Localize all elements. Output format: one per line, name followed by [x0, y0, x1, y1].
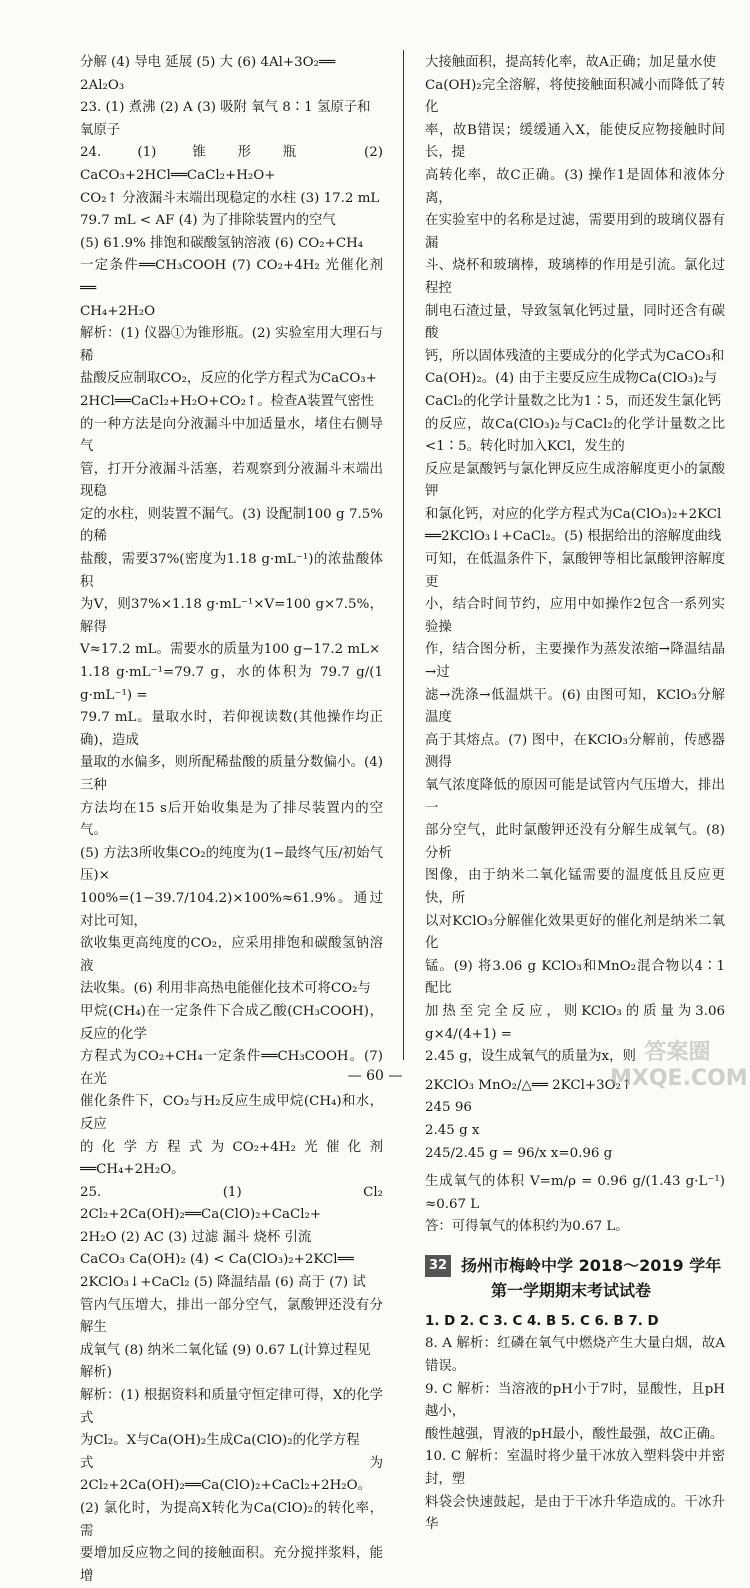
text-line: 作，结合图分析，主要操作为蒸发浓缩→降温结晶→过	[425, 642, 725, 681]
text-line: 反应是氯酸钙与氯化钾反应生成溶解度更小的氯酸钾	[425, 461, 725, 500]
text-line: (5) 61.9% 排饱和碳酸氢钠溶液 (6) CO₂+CH₄	[80, 235, 364, 251]
text-line: V≈17.2 mL。需要水的质量为100 g−17.2 mL×	[80, 642, 381, 658]
text-line: 24. (1) 锥形瓶 (2) CaCO₃+2HCl══CaCl₂+H₂O+	[80, 145, 383, 183]
text-line: 2.45 g，设生成氧气的质量为x，则	[425, 1049, 636, 1065]
text-line: 量取的水偏多，则所配稀盐酸的质量分数偏小。(4) 三种	[80, 755, 383, 793]
text-line: ══2KClO₃↓+CaCl₂。(5) 根据给出的溶解度曲线	[425, 529, 722, 545]
text-line: 79.7 mL。量取水时，若仰视读数(其他操作均正确)，造成	[80, 710, 383, 748]
text-line: 高转化率，故C正确。(3) 操作1是固体和液体分离，	[425, 167, 725, 206]
text-line: 成氧气 (8) 纳米二氧化锰 (9) 0.67 L(计算过程见	[80, 1342, 371, 1358]
text-line: 2HCl══CaCl₂+H₂O+CO₂↑。检查A装置气密性	[80, 393, 375, 409]
text-line: 可知，在低温条件下，氯酸钾等相比氯酸钾溶解度更	[425, 552, 725, 590]
answer-line: 9. C 解析：当溶液的pH小于7时，显酸性，且pH越小，	[425, 1381, 725, 1420]
oxygen-volume: 生成氧气的体积 V=m/ρ = 0.96 g/(1.43 g·L⁻¹) ≈0.67 L	[425, 1174, 725, 1212]
text-line: 2H₂O (2) AC (3) 过滤 漏斗 烧杯 引流	[80, 1229, 312, 1245]
text-line: 甲烷(CH₄)在一定条件下合成乙酸(CH₃COOH)，反应的化学	[80, 1003, 383, 1042]
section-header	[425, 1253, 725, 1303]
text-line: 解析：(1) 根据资料和质量守恒定律可得，X的化学式	[80, 1388, 383, 1426]
text-line: 大接触面积，提高转化率，故A正确；加足量水使	[425, 55, 716, 70]
answer-line: 10. C 解析：室温时将少量干冰放入塑料袋中并密封，塑	[425, 1449, 725, 1488]
text-line: 高于其熔点。(7) 图中，在KClO₃分解前，传感器测得	[425, 732, 725, 771]
text-line: 的反应，故Ca(ClO₃)₂与CaCl₂的化学计量数之比<1∶5。转化时加入KCl，发生的	[425, 416, 725, 455]
text-line: 一定条件══CH₃COOH (7) CO₂+4H₂ 光催化剂══	[80, 258, 383, 296]
site-watermark: 答案圈 MXQE.COM	[610, 1040, 748, 1091]
right-top-text	[425, 52, 725, 1069]
text-line: (2) 氯化时，为提高X转化为Ca(ClO)₂的转化率，需	[80, 1501, 383, 1539]
calc-line: 245 96	[425, 1100, 472, 1116]
section-title	[461, 1253, 721, 1303]
text-line: 100%=(1−39.7/104.2)×100%≈61.9%。通过对比可知，	[80, 890, 383, 929]
decomposition-equation: 2KClO₃ MnO₂/△══ 2KCl+3O₂↑	[425, 1077, 633, 1093]
text-line: 管，打开分液漏斗活塞，若观察到分液漏斗末端出现稳	[80, 461, 383, 500]
text-line: (5) 方法3所收集CO₂的纯度为(1−最终气压/初始气压)×	[80, 845, 383, 884]
text-line: 和氯化钙，对应的化学方程式为Ca(ClO₃)₂+2KCl	[425, 506, 722, 522]
section-number-badge: 32	[425, 1255, 451, 1277]
text-line: 25. (1) Cl₂ 2Cl₂+2Ca(OH)₂══Ca(ClO)₂+CaCl₂+	[80, 1184, 383, 1223]
text-line: CaCO₃ Ca(OH)₂ (4) < Ca(ClO₃)₂+2KCl══	[80, 1252, 354, 1268]
answer-items	[425, 1333, 725, 1536]
text-line: 的一种方法是向分液漏斗中加适量水，堵住右侧导气	[80, 416, 383, 455]
text-line: 管内气压增大，排出一部分空气，氯酸钾还没有分解生	[80, 1297, 383, 1336]
text-line: 解析)	[80, 1365, 113, 1381]
calc-line: 245/2.45 g = 96/x x=0.96 g	[425, 1145, 613, 1161]
text-line: 钙，所以固体残渣的主要成分的化学式为CaCO₃和	[425, 348, 725, 364]
page-number: — 60 —	[347, 1068, 403, 1084]
text-line: 盐酸，需要37%(密度为1.18 g·mL⁻¹)的浓盐酸体积	[80, 552, 383, 590]
text-line: 1.18 g·mL⁻¹=79.7 g，水的体积为 79.7 g/(1 g·mL⁻¹) =	[80, 665, 383, 703]
text-line: CaCl₂的化学计量数之比为1∶5，而还发生氯化钙	[425, 393, 722, 409]
text-line: 解析：(1) 仪器①为锥形瓶。(2) 实验室用大理石与稀	[80, 326, 383, 364]
choice-answers: 1. D 2. C 3. C 4. B 5. C 6. B 7. D	[425, 1313, 659, 1329]
text-line: 制电石渣过量，导致氢氧化钙过量，同时还含有碳酸	[425, 303, 725, 342]
text-line: 斗、烧杯和玻璃棒，玻璃棒的作用是引流。氯化过程控	[425, 258, 725, 296]
text-line: 定的水柱，则装置不漏气。(3) 设配制100 g 7.5%的稀	[80, 506, 383, 545]
text-line: 的化学方程式为CO₂+4H₂光催化剂══CH₄+2H₂O。	[80, 1139, 383, 1178]
text-line: 要增加反应物之间的接触面积。充分搅拌浆料，能增	[80, 1546, 383, 1584]
text-line: 2Al₂O₃	[80, 77, 125, 93]
text-line: 催化条件下，CO₂与H₂反应生成甲烷(CH₄)和水，反应	[80, 1094, 383, 1132]
text-line: CO₂↑ 分液漏斗末端出现稳定的水柱 (3) 17.2 mL	[80, 190, 380, 206]
text-line: 滤→洗涤→低温烘干。(6) 由图可知，KClO₃分解温度	[425, 687, 725, 726]
answer-line: 8. A 解析：红磷在氧气中燃烧产生大量白烟，故A错误。	[425, 1336, 725, 1375]
calculation-block	[425, 1097, 725, 1165]
text-line: 锰。(9) 将3.06 g KClO₃和MnO₂混合物以4∶1配比	[425, 958, 725, 997]
text-line: Ca(OH)₂。(4) 由于主要反应生成物Ca(ClO₃)₂与	[425, 371, 718, 387]
text-line: 为V，则37%×1.18 g·mL⁻¹×V=100 g×7.5%，解得	[80, 597, 383, 635]
text-line: 23. (1) 煮沸 (2) A (3) 吸附 氧气 8∶1 氢原子和	[80, 100, 371, 116]
text-line: 法收集。(6) 利用非高热电能催化技术可将CO₂与	[80, 981, 371, 997]
column-divider	[403, 50, 404, 1060]
text-line: 小，结合时间节约，应用中如操作2包含一系列实验操	[425, 597, 725, 635]
right-column	[425, 52, 725, 1537]
calc-line: 2.45 g x	[425, 1122, 480, 1138]
text-line: 式为2Cl₂+2Ca(OH)₂══Ca(ClO)₂+CaCl₂+2H₂O。	[80, 1455, 383, 1494]
text-line: 在实验室中的名称是过滤，需要用到的玻璃仪器有漏	[425, 213, 725, 251]
text-line: 图像，由于纳米二氧化锰需要的温度低且反应更快，所	[425, 868, 725, 906]
text-line: CH₄+2H₂O	[80, 303, 156, 319]
text-line: 氧原子	[80, 122, 121, 138]
answer-line: 料袋会快速鼓起，是由于干冰升华造成的。干冰升华	[425, 1494, 725, 1533]
text-line: 为Cl₂。X与Ca(OH)₂生成Ca(ClO)₂的化学方程	[80, 1433, 360, 1449]
final-answer: 答：可得氧气的体积约为0.67 L。	[425, 1219, 629, 1235]
left-column	[80, 52, 383, 1588]
text-line: 氧气浓度降低的原因可能是试管内气压增大，排出一	[425, 778, 725, 816]
exam-title: 扬州市梅岭中学 2018～2019 学年	[461, 1255, 722, 1275]
text-line: 2KClO₃↓+CaCl₂ (5) 降温结晶 (6) 高于 (7) 试	[80, 1275, 366, 1291]
text-line: 方程式为CO₂+CH₄一定条件══CH₃COOH。(7) 在光	[80, 1049, 383, 1087]
text-line: 方法均在15 s后开始收集是为了排尽装置内的空气。	[80, 800, 383, 839]
text-line: 部分空气，此时氯酸钾还没有分解生成氧气。(8) 分析	[425, 823, 725, 861]
text-line: 以对KClO₃分解催化效果更好的催化剂是纳米二氧化	[425, 913, 725, 952]
text-line: 欲收集更高纯度的CO₂，应采用排饱和碳酸氢钠溶液	[80, 936, 383, 974]
answer-line: 酸性越强，胃液的pH最小，酸性最强，故C正确。	[425, 1426, 724, 1442]
text-line: 79.7 mL < AF (4) 为了排除装置内的空气	[80, 213, 336, 229]
text-line: 盐酸反应制取CO₂，反应的化学方程式为CaCO₃+	[80, 371, 377, 387]
text-line: 加热至完全反应，则KClO₃的质量为3.06 g×4/(4+1) =	[425, 1003, 725, 1042]
text-line: 分解 (4) 导电 延展 (5) 大 (6) 4Al+3O₂══	[80, 55, 336, 70]
text-line: 率，故B错误；缓缓通入X，能使反应物接触时间长，提	[425, 122, 725, 161]
text-line: Ca(OH)₂完全溶解，将使接触面积减小而降低了转化	[425, 77, 725, 116]
exam-subtitle: 第一学期期末考试试卷	[491, 1280, 652, 1300]
